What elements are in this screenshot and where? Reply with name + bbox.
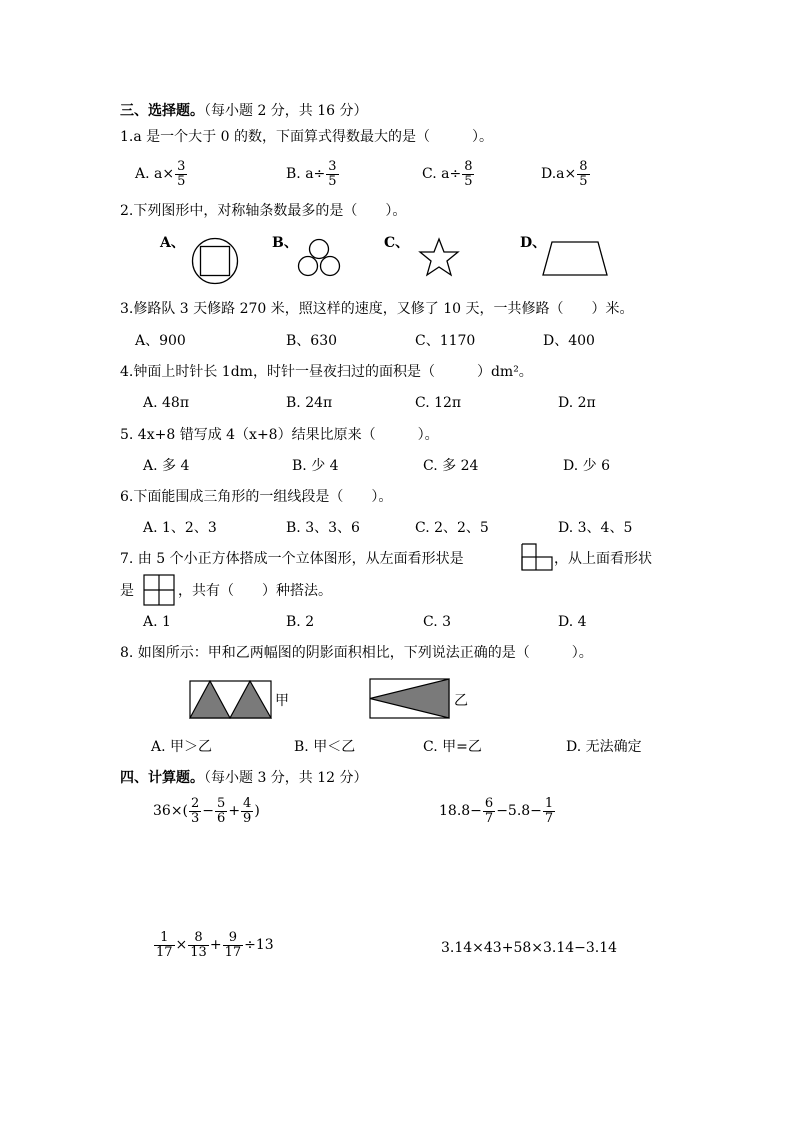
q5-option-c[interactable]: C. 多 24: [423, 458, 479, 474]
q2-stem: 2.下列图形中，对称轴条数最多的是（ ）。: [120, 203, 407, 219]
section4-note: （每小题 3 分，共 12 分）: [204, 770, 368, 786]
fraction: $\frac{4}{9}$: [243, 796, 252, 826]
calc-expression-1: 36×( $\frac{2}{3}$ − $\frac{5}{6}$ + $\frac{4}{9}$ ): [153, 796, 260, 826]
fraction: $\frac{1}{17}$: [156, 930, 173, 960]
fraction: $\frac{3}{5}$: [328, 159, 337, 189]
q4-option-b[interactable]: B. 24π: [286, 395, 333, 411]
q3-stem: 3.修路队 3 天修路 270 米，照这样的速度，又修了 10 天，一共修路（ ）米。: [120, 301, 634, 317]
q2-label-b[interactable]: B、: [272, 235, 298, 251]
section3-title: 三、选择题。: [120, 103, 204, 119]
q1-option-c[interactable]: C. a÷ $\frac{8}{5}$: [422, 159, 473, 189]
q4-option-c[interactable]: C. 12π: [415, 395, 462, 411]
q8-option-b[interactable]: B. 甲＜乙: [294, 739, 356, 755]
figure-yi: [369, 678, 451, 720]
q7-option-d[interactable]: D. 4: [558, 614, 587, 630]
q3-option-a[interactable]: A、900: [135, 333, 186, 349]
figure-jia-label: 甲: [275, 693, 289, 709]
fraction: $\frac{6}{7}$: [484, 796, 494, 826]
q8-option-d[interactable]: D. 无法确定: [566, 739, 642, 755]
q3-option-d[interactable]: D、400: [543, 333, 595, 349]
q4-option-d[interactable]: D. 2π: [558, 395, 596, 411]
calc-expression-3: $\frac{1}{17}$ × $\frac{8}{13}$ + $\frac{9}{17}$ ÷13: [156, 930, 274, 960]
q4-option-a[interactable]: A. 48π: [143, 395, 190, 411]
three-circles-figure: [296, 238, 342, 278]
q5-stem: 5. 4x+8 错写成 4（x+8）结果比原来（ ）。: [120, 427, 439, 443]
circle-square-figure: [190, 236, 240, 286]
q3-option-c[interactable]: C、1170: [415, 333, 476, 349]
q1-stem: 1.a 是一个大于 0 的数，下面算式得数最大的是（ ）。: [120, 129, 493, 145]
q8-option-a[interactable]: A. 甲＞乙: [151, 739, 213, 755]
q6-option-b[interactable]: B. 3、3、6: [286, 520, 360, 536]
figure-jia: [189, 680, 273, 720]
q1-option-a[interactable]: A. a× $\frac{3}{5}$: [135, 159, 186, 189]
q8-stem: 8. 如图所示：甲和乙两幅图的阴影面积相比，下列说法正确的是（ ）。: [120, 645, 593, 661]
section3-heading: [120, 104, 368, 118]
fraction: $\frac{8}{5}$: [464, 159, 473, 189]
left-view-figure: [521, 543, 553, 571]
q8-option-c[interactable]: C. 甲=乙: [423, 739, 482, 755]
fraction: $\frac{9}{17}$: [224, 930, 242, 960]
q7-stem-part3: 是: [120, 583, 134, 599]
q4-stem: 4.钟面上时针长 1dm，时针一昼夜扫过的面积是（ ）dm²。: [120, 364, 533, 380]
q2-label-c[interactable]: C、: [384, 235, 410, 251]
q7-option-b[interactable]: B. 2: [286, 614, 315, 630]
star-figure: [417, 237, 461, 277]
q7-option-a[interactable]: A. 1: [143, 614, 171, 630]
q7-stem-part1: 7. 由 5 个小正方体搭成一个立体图形，从左面看形状是: [120, 551, 464, 567]
q1-option-b[interactable]: B. a÷ $\frac{3}{5}$: [286, 159, 337, 189]
q7-option-c[interactable]: C. 3: [423, 614, 452, 630]
trapezoid-figure: [540, 240, 610, 278]
q6-option-d[interactable]: D. 3、4、5: [558, 520, 633, 536]
q7-stem-part2: ，从上面看形状: [554, 551, 652, 567]
q7-stem-part4: ，共有（ ）种搭法。: [178, 583, 332, 599]
calc-expression-4: 3.14×43+58×3.14−3.14: [441, 940, 618, 956]
calc-expression-2: 18.8− $\frac{6}{7}$ −5.8− $\frac{1}{7}$: [439, 796, 554, 826]
q2-label-d[interactable]: D、: [520, 235, 547, 251]
section4-title: 四、计算题。: [120, 770, 204, 786]
q5-option-b[interactable]: B. 少 4: [292, 458, 339, 474]
fraction: $\frac{1}{7}$: [544, 796, 554, 826]
q5-option-d[interactable]: D. 少 6: [563, 458, 610, 474]
section4-heading: [120, 771, 368, 785]
q5-option-a[interactable]: A. 多 4: [143, 458, 190, 474]
fraction: $\frac{2}{3}$: [191, 796, 200, 826]
fraction: $\frac{3}{5}$: [177, 159, 186, 189]
q2-label-a[interactable]: A、: [160, 235, 185, 251]
fraction: $\frac{5}{6}$: [217, 796, 226, 826]
figure-yi-label: 乙: [454, 693, 468, 709]
fraction: $\frac{8}{5}$: [579, 159, 588, 189]
fraction: $\frac{8}{13}$: [190, 930, 207, 960]
section3-note: （每小题 2 分，共 16 分）: [204, 103, 368, 119]
top-view-figure: [143, 574, 175, 606]
q3-option-b[interactable]: B、630: [286, 333, 338, 349]
q6-option-c[interactable]: C. 2、2、5: [415, 520, 489, 536]
q6-option-a[interactable]: A. 1、2、3: [143, 520, 217, 536]
q1-option-d[interactable]: D.a× $\frac{8}{5}$: [541, 159, 588, 189]
q6-stem: 6.下面能围成三角形的一组线段是（ ）。: [120, 489, 393, 505]
